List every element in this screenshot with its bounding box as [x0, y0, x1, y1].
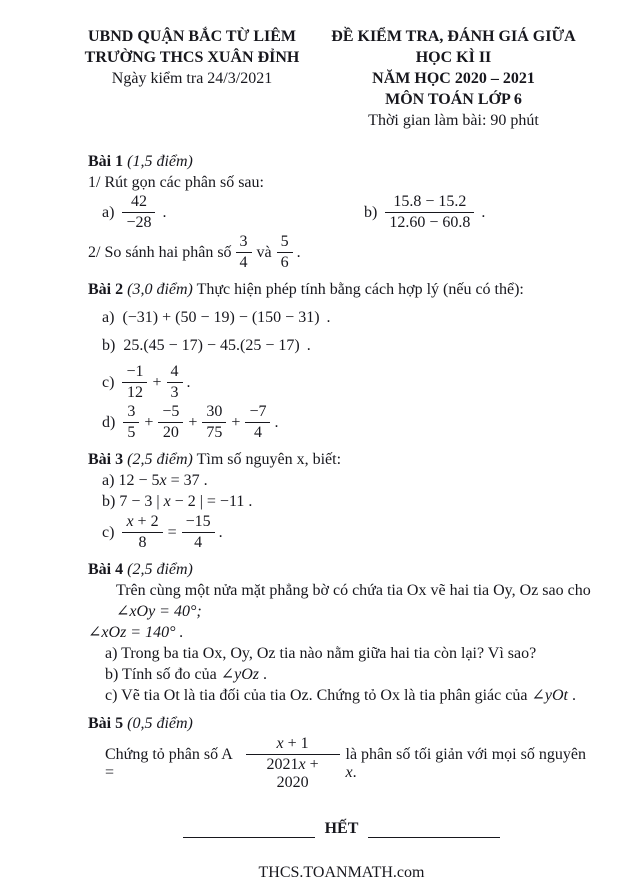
angle-expression: ∠xOy = 40°;	[116, 603, 202, 620]
fraction-denominator: 4	[239, 254, 248, 271]
exam-year: NĂM HỌC 2020 – 2021	[372, 70, 535, 87]
intro-text: Trên cùng một nửa mặt phẳng bờ có chứa tia Ox vẽ hai tia Oy, Oz sao cho	[116, 582, 591, 599]
fraction-denominator: 12	[126, 384, 143, 401]
end-dot: .	[274, 413, 279, 431]
angle-expression: ∠xOz = 140° .	[88, 624, 184, 641]
expression: 12 − 5	[118, 472, 160, 489]
document-header	[60, 26, 595, 131]
item-label: a)	[102, 472, 115, 489]
fraction	[245, 403, 270, 442]
header-exam-date: Ngày kiểm tra 24/3/2021	[111, 70, 273, 87]
exercise-2-item-d	[88, 403, 595, 442]
item-label: c)	[102, 373, 115, 391]
fraction-denominator: 4	[194, 534, 203, 551]
fraction-numerator: 3	[123, 403, 139, 423]
end-dot: .	[258, 666, 267, 683]
fraction-denominator: 2021x + 2020	[266, 756, 319, 791]
fraction-numerator: 3	[236, 233, 252, 253]
exercise-2	[88, 279, 595, 442]
plus-operator: +	[231, 413, 241, 431]
exam-subject: MÔN TOÁN LỚP 6	[385, 91, 522, 108]
exercise-3-title: Bài 3	[88, 451, 124, 468]
fraction-numerator: 15.8 − 15.2	[385, 193, 474, 213]
exercise-2-item-c	[88, 363, 595, 402]
variable-x: x	[126, 513, 134, 530]
expression: 7 − 3 |	[119, 493, 164, 510]
variable-x: x	[298, 756, 306, 773]
item-text: c) Vẽ tia Ot là tia đối của tia Oz. Chứng tỏ Ox là tia phân giác của	[105, 687, 532, 704]
item-label: b)	[102, 493, 116, 510]
plus-operator: +	[144, 413, 154, 431]
end-dot: .	[326, 309, 331, 326]
variable-x: x	[276, 735, 284, 752]
fraction-denominator: 8	[138, 534, 147, 551]
exercise-5-title: Bài 5	[88, 715, 124, 732]
item-text: b) Tính số đo của	[105, 666, 221, 683]
fraction-numerator: 42	[122, 193, 155, 213]
exercise-2-title: Bài 2	[88, 281, 124, 298]
rule-right	[368, 822, 500, 838]
fraction-denominator: 20	[162, 424, 179, 441]
end-of-exam-row	[88, 820, 595, 838]
item-label: a)	[102, 309, 115, 326]
fraction-numerator: 30	[202, 403, 226, 423]
exercise-5	[88, 713, 595, 792]
end-dot: .	[306, 337, 311, 354]
exercise-3-item-b	[88, 491, 595, 512]
expression: = 37 .	[166, 472, 208, 489]
fraction-denominator: 4	[253, 424, 262, 441]
fraction-numerator: 4	[167, 363, 183, 383]
exercise-4	[88, 559, 595, 706]
fraction-numerator: −7	[245, 403, 270, 423]
header-authority: UBND QUẬN BẮC TỪ LIÊM	[87, 28, 296, 45]
exam-body	[88, 151, 595, 882]
variable-x: x	[345, 763, 353, 781]
exercise-5-statement	[88, 735, 595, 792]
plus-operator: +	[188, 413, 198, 431]
end-dot: .	[218, 523, 223, 541]
exam-duration: Thời gian làm bài: 90 phút	[368, 112, 539, 129]
item-label: b)	[102, 337, 116, 354]
exercise-3-points: (2,5 điểm)	[127, 451, 193, 468]
exercise-2-desc: Thực hiện phép tính bằng cách hợp lý (nếu có thể):	[196, 281, 524, 298]
exercise-1-item-a	[88, 193, 364, 232]
fraction	[182, 513, 215, 552]
exercise-2-item-a	[88, 307, 595, 328]
part2-connector: và	[256, 243, 272, 261]
fraction-denominator: −28	[126, 214, 152, 231]
fraction-denominator: 6	[280, 254, 289, 271]
exercise-2-points: (3,0 điểm)	[127, 281, 193, 298]
exercise-4-heading	[88, 559, 595, 580]
exercise-4-intro-line1	[88, 580, 595, 622]
header-school-block	[72, 26, 312, 131]
fraction	[122, 513, 162, 552]
fraction-denominator: 75	[206, 424, 223, 441]
exercise-3-item-c	[88, 513, 595, 552]
exercise-5-points: (0,5 điểm)	[127, 715, 193, 732]
fraction	[167, 363, 183, 402]
end-dot: .	[162, 203, 167, 221]
equals-sign: =	[167, 523, 177, 541]
exercise-3-desc: Tìm số nguyên x, biết:	[196, 451, 342, 468]
source-site: THCS.TOANMATH.com	[258, 864, 425, 881]
exercise-1-title: Bài 1	[88, 153, 124, 170]
part2-text: 2/ So sánh hai phân số	[88, 243, 232, 261]
exercise-1	[88, 151, 595, 272]
fraction-numerator: −15	[182, 513, 215, 533]
fraction	[202, 403, 226, 442]
fraction-denominator: 3	[170, 384, 179, 401]
fraction	[122, 363, 147, 402]
exercise-1-item-b	[364, 193, 485, 232]
fraction-numerator: 5	[277, 233, 293, 253]
exercise-4-intro-line2	[88, 622, 595, 643]
exercise-1-fraction-row	[88, 193, 595, 232]
exercise-2-heading	[88, 279, 595, 300]
exercise-1-points: (1,5 điểm)	[127, 153, 193, 170]
fraction	[385, 193, 474, 232]
header-school: TRƯỜNG THCS XUÂN ĐỈNH	[84, 49, 300, 66]
expression: − 2 | = −11 .	[170, 493, 253, 510]
statement-post: là phân số tối giản với mọi số nguyên x.	[345, 745, 586, 781]
end-dot: .	[296, 243, 301, 261]
statement-pre: Chứng tỏ phân số A =	[105, 745, 232, 781]
fraction	[158, 403, 183, 442]
item-label: c)	[102, 523, 115, 541]
exercise-1-part2	[88, 233, 595, 272]
end-dot: .	[186, 373, 191, 391]
end-dot: .	[567, 687, 576, 704]
fraction-denominator: 12.60 − 60.8	[389, 214, 471, 231]
rule-left	[183, 822, 315, 838]
fraction-numerator: x + 2	[122, 513, 162, 533]
exercise-3-heading	[88, 449, 595, 470]
exercise-4-item-c	[88, 685, 595, 706]
exercise-5-heading	[88, 713, 595, 734]
end-of-exam-label: HẾT	[324, 820, 359, 837]
variable-x: x	[163, 493, 171, 510]
angle-expression: ∠yOz	[220, 666, 259, 683]
exercise-2-item-b	[88, 335, 595, 356]
exercise-1-part1: 1/ Rút gọn các phân số sau:	[88, 174, 264, 191]
exercise-4-item-a: a) Trong ba tia Ox, Oy, Oz tia nào nằm giữa hai tia còn lại? Vì sao?	[105, 645, 537, 662]
fraction	[122, 193, 155, 232]
item-label: d)	[102, 413, 116, 431]
fraction	[246, 735, 340, 792]
fraction	[123, 403, 139, 442]
fraction-denominator: 5	[127, 424, 136, 441]
item-label: a)	[102, 203, 115, 221]
plus-operator: +	[152, 373, 162, 391]
exercise-3-item-a	[88, 470, 595, 491]
exam-title: ĐỀ KIỂM TRA, ĐÁNH GIÁ GIỮA HỌC KÌ II	[331, 28, 576, 66]
exercise-4-points: (2,5 điểm)	[127, 561, 193, 578]
fraction-numerator: −5	[158, 403, 183, 423]
angle-expression: ∠yOt	[531, 687, 568, 704]
exercise-3	[88, 449, 595, 552]
expression: 25.(45 − 17) − 45.(25 − 17)	[123, 337, 300, 354]
exercise-4-title: Bài 4	[88, 561, 124, 578]
item-label: b)	[364, 203, 378, 221]
end-dot: .	[481, 203, 486, 221]
fraction-numerator: x + 1	[246, 735, 340, 755]
fraction	[236, 233, 252, 272]
expression: (−31) + (50 − 19) − (150 − 31)	[122, 309, 320, 326]
exercise-4-item-b	[88, 664, 595, 685]
fraction	[277, 233, 293, 272]
exercise-1-heading	[88, 151, 595, 172]
header-exam-block	[312, 26, 595, 131]
variable-x: x	[159, 472, 167, 489]
fraction-numerator: −1	[122, 363, 147, 383]
